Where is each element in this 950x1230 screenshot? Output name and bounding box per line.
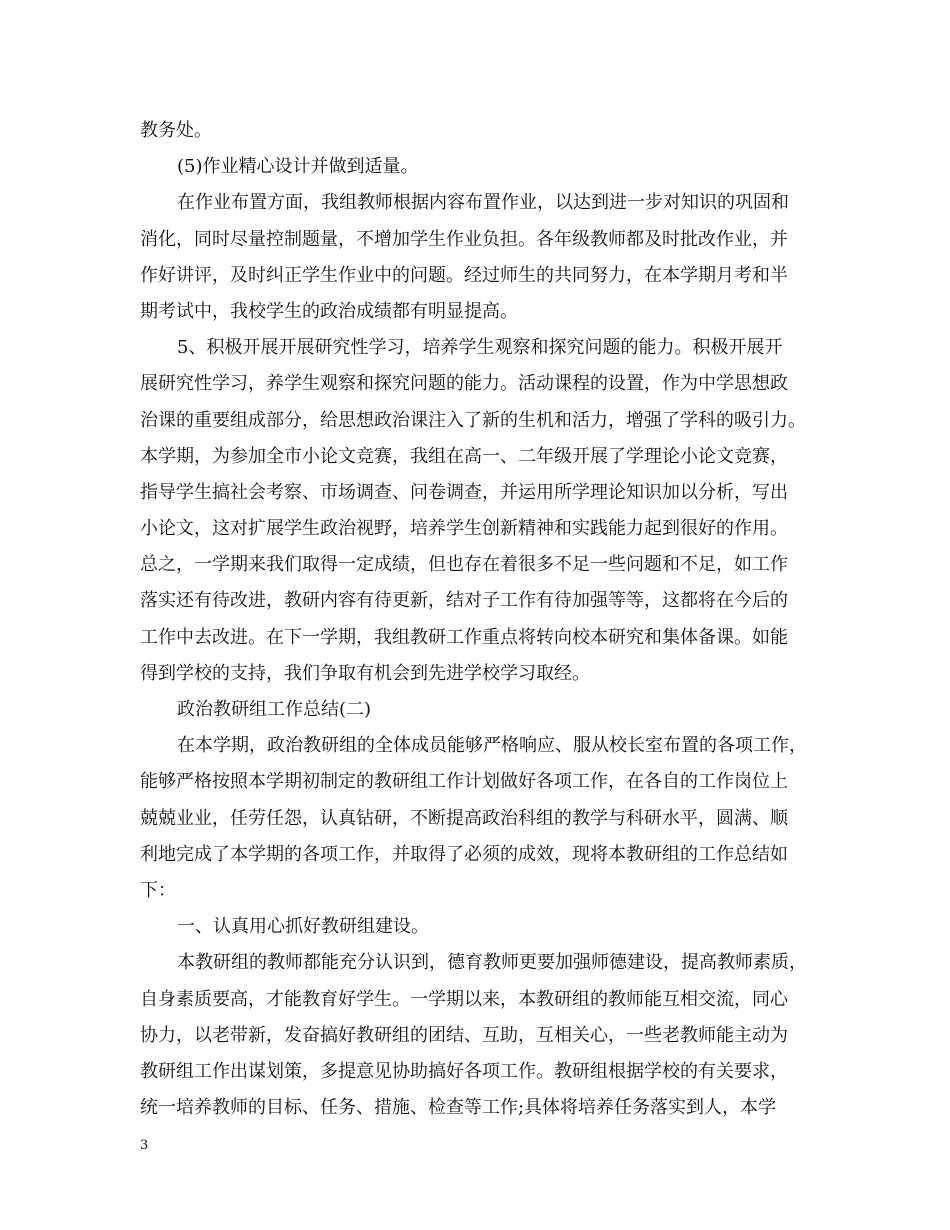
text-line: 治课的重要组成部分，给思想政治课注入了新的生机和活力，增强了学科的吸引力。 — [140, 409, 806, 431]
text-line: (5)作业精心设计并做到适量。 — [177, 156, 419, 178]
text-line: 利地完成了本学期的各项工作，并取得了必须的成效，现将本教研组的工作总结如 — [140, 843, 788, 865]
text-line: 能够严格按照本学期初制定的教研组工作计划做好各项工作，在各自的工作岗位上 — [140, 771, 788, 793]
page-number: 3 — [140, 1138, 149, 1153]
text-line: 教研组工作出谋划策，多提意见协助搞好各项工作。教研组根据学校的有关要求， — [140, 1060, 788, 1082]
text-line: 总之，一学期来我们取得一定成绩，但也存在着很多不足一些问题和不足，如工作 — [140, 554, 788, 576]
text-line: 一、认真用心抓好教研组建设。 — [177, 916, 429, 938]
text-line: 工作中去改进。在下一学期，我组教研工作重点将转向校本研究和集体备课。如能 — [140, 626, 788, 648]
text-line: 展研究性学习，养学生观察和探究问题的能力。活动课程的设置，作为中学思想政 — [140, 373, 788, 395]
text-line: 统一培养教师的目标、任务、措施、检查等工作;具体将培养任务落实到人，本学 — [140, 1097, 777, 1119]
text-line: 教务处。 — [140, 120, 212, 141]
text-line: 自身素质要高，才能教育好学生。一学期以来，本教研组的教师能互相交流，同心 — [140, 988, 788, 1010]
text-line: 期考试中，我校学生的政治成绩都有明显提高。 — [140, 300, 518, 322]
text-line: 协力，以老带新，发奋搞好教研组的团结、互助，互相关心，一些老教师能主动为 — [140, 1024, 788, 1046]
text-line: 兢兢业业，任劳任怨，认真钻研，不断提高政治科组的教学与科研水平，圆满、顺 — [140, 807, 788, 829]
text-line: 下： — [140, 879, 176, 901]
text-line: 小论文，这对扩展学生政治视野，培养学生创新精神和实践能力起到很好的作用。 — [140, 518, 788, 540]
text-line: 得到学校的支持，我们争取有机会到先进学校学习取经。 — [140, 662, 590, 684]
text-line: 作好讲评，及时纠正学生作业中的问题。经过师生的共同努力，在本学期月考和半 — [140, 264, 788, 286]
text-line: 本学期，为参加全市小论文竞赛，我组在高一、二年级开展了学理论小论文竞赛， — [140, 445, 788, 467]
text-line: 指导学生搞社会考察、市场调查、问卷调查，并运用所学理论知识加以分析，写出 — [140, 481, 788, 503]
text-line: 消化，同时尽量控制题量，不增加学生作业负担。各年级教师都及时批改作业，并 — [140, 228, 788, 250]
text-line: 落实还有待改进，教研内容有待更新，结对子工作有待加强等等，这都将在今后的 — [140, 590, 788, 612]
text-line: 本教研组的教师都能充分认识到，德育教师更要加强师德建设，提高教师素质， — [177, 952, 807, 974]
text-line: 政治教研组工作总结(二) — [177, 699, 372, 720]
text-line: 在作业布置方面，我组教师根据内容布置作业，以达到进一步对知识的巩固和 — [177, 192, 789, 214]
document-body — [140, 113, 830, 1126]
text-line: 在本学期，政治教研组的全体成员能够严格响应、服从校长室布置的各项工作， — [177, 735, 807, 757]
text-line: 5、积极开展开展研究性学习，培养学生观察和探究问题的能力。积极开展开 — [177, 337, 783, 359]
